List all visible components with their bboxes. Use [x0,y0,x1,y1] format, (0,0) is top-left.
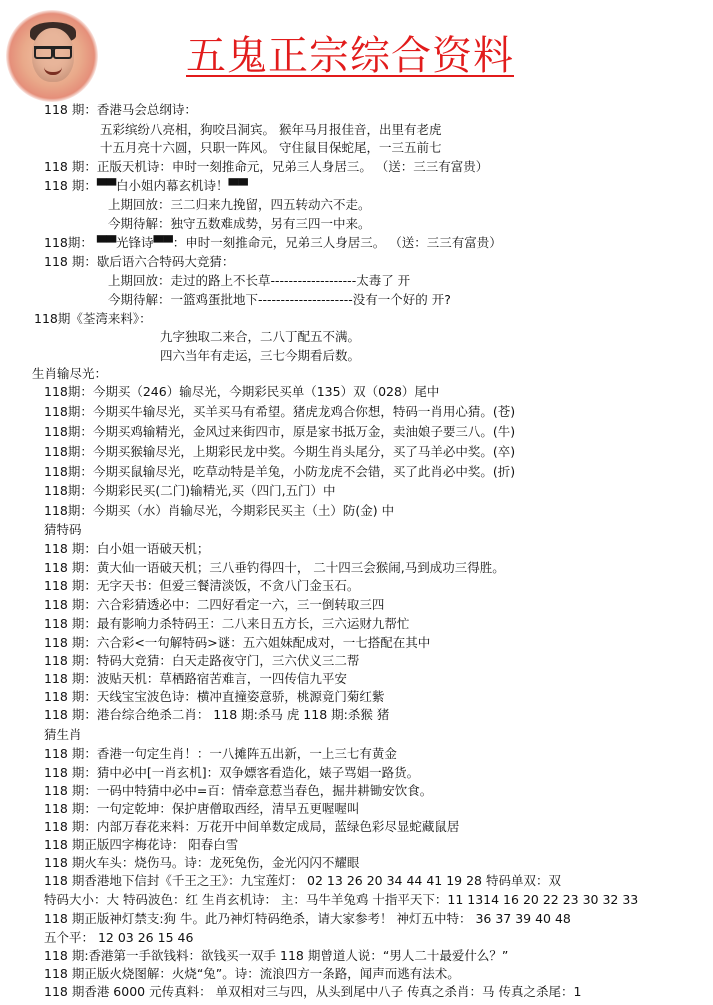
text-line: 五彩缤纷八亮相，狗咬吕洞宾。 猴年马月报佳音，出里有老虎 [100,122,442,137]
text-line: 118 期：正版天机诗：申时一刻推命元，兄弟三人身居三。 （送：三三有富贵） [44,159,489,174]
text-line: 118 期正版神灯禁支:狗 牛。此乃神灯特码绝杀，请大家参考！ 神灯五中特： 36 37 39 40 48 [44,911,571,926]
text-line: 118 期：一码中特猜中必中=百：情牵意惹当春色，掘井耕锄安饮食。 [44,783,433,798]
text-line: 118 期：港台综合绝杀二肖： 118 期:杀马 虎 118 期:杀猴 猪 [44,707,390,722]
text-line: 118 期：▀▀白小姐内幕玄机诗！▀▀ [44,178,248,193]
text-line: 五个平： 12 03 26 15 46 [44,930,194,945]
text-line: 上期回放：三二归来九挽留，四五转动六不走。 [108,197,371,212]
text-line: 特码大小：大 特码波色：红 生肖玄机诗： 主：马牛羊兔鸡 十指平天下：11 1314 16 20 22 23 30 32 33 [44,892,639,907]
text-line: 118 期：六合彩<一句解特码>谜：五六姐妹配成对，一七搭配在其中 [44,635,431,650]
text-line: 118期：今期买（246）输尽光，今期彩民买单（135）双（028）尾中 [44,384,440,399]
text-line: 四六当年有走运，三七今期看后数。 [160,348,361,363]
text-line: 118期： ▀▀光锋诗▀▀：申时一刻推命元，兄弟三人身居三。 （送：三三有富贵） [44,235,502,250]
text-line: 118期《荃湾来料》： [34,311,152,326]
text-line: 118 期：最有影响力杀特码王：二八来日五方长，三六运财九帮忙 [44,616,410,631]
section-heading: 猜特码 [44,522,82,537]
section-heading: 生肖输尽光： [32,366,108,381]
text-line: 118 期：歇后语六合特码大竞猜： [44,254,235,269]
section-heading: 猜生肖 [44,727,82,742]
text-line: 118期：今期买（水）肖输尽光，今期彩民买主（土）防(金) 中 [44,503,395,518]
text-line: 118 期：波贴天机：草栖路宿苦难言，一四传信九平安 [44,671,347,686]
text-line: 118 期：天线宝宝波色诗：横冲直撞姿意骄，桃源竟门菊红紫 [44,689,385,704]
text-line: 118 期：猜中必中[一肖玄机]：双争嫖客看造化，婊子骂娼一路货。 [44,765,420,780]
text-line: 118 期：一句定乾坤：保护唐僧取西经，清早五更喔喔叫 [44,801,360,816]
text-line: 118 期正版四字梅花诗： 阳春白雪 [44,837,239,852]
text-line: 118期：今期买猴输尽光，上期彩民龙中奖。今期生肖头尾分，买了马羊必中奖。(卒) [44,444,516,459]
text-line: 118期：今期买鸡输精光，金风过来街四市，原是家书抵万金，卖油娘子要三八。(牛) [44,424,516,439]
text-line: 118 期：白小姐一语破天机； [44,541,210,556]
text-line: 118 期：特码大竞猜：白天走路夜守门，三六伏义三二帮 [44,653,360,668]
text-line: 今期待解：独守五数难成势，另有三四一中来。 [108,216,371,231]
text-line: 118 期：内部万春花来料：万花开中间单数定成局，蓝绿色彩尽显蛇藏鼠居 [44,819,460,834]
text-line: 118 期：六合彩猜透必中：二四好看定一六，三一倒转取三四 [44,597,385,612]
text-line: 118 期：无字天书：但爱三餐清淡饭，不贪八门金玉石。 [44,578,360,593]
text-line: 118 期：香港一句定生肖！：一八摊阵五出新，一上三七有黄金 [44,746,397,761]
avatar [6,10,98,102]
text-line: 118 期火车头：烧伤马。诗：龙死兔伤，金光闪闪不耀眼 [44,855,360,870]
text-line: 十五月亮十六圆，只职一阵风。 守住鼠目保蛇尾，一三五前七 [100,140,442,155]
text-line: 118 期正版火烧图解：火烧“兔”。诗：流浪四方一条路，闻声而逃有法术。 [44,966,460,981]
text-line: 上期回放：走过的路上不长草-------------------太毒了 开 [108,273,411,288]
text-line: 118 期：香港马会总纲诗： [44,102,197,117]
text-line: 118 期:香港第一手欲钱料：欲钱买一双手 118 期曾道人说：“男人二十最爱什么？” [44,948,509,963]
text-line: 118期：今期买鼠输尽光，吃草动特是羊兔，小防龙虎不会错，买了此肖必中奖。(折) [44,464,516,479]
page-title: 五鬼正宗综合资料 [186,33,514,79]
avatar-glasses [34,46,72,58]
text-line: 118期：今期彩民买(二门)输精光,买（四门,五门）中 [44,483,336,498]
text-line: 今期待解：一篮鸡蛋批地下---------------------没有一个好的 开? [108,292,451,307]
text-line: 九字独取二来合，二八丁配五不满。 [160,329,361,344]
text-line: 118 期：黄大仙一语破天机；三八垂钓得四十， 二十四三会猴闹,马到成功三得胜。 [44,560,505,575]
text-line: 118期：今期买牛输尽光，买羊买马有希望。猪虎龙鸡合你想，特码一肖用心猜。(苍) [44,404,516,419]
text-line: 118 期香港地下信封《千王之王》：九宝莲灯： 02 13 26 20 34 44 41 19 28 特码单双：双 [44,873,561,888]
text-line: 118 期香港 6000 元传真料： 单双相对三与四，从头到尾中八子 传真之杀肖：马 传真之杀尾：1 [44,984,582,999]
